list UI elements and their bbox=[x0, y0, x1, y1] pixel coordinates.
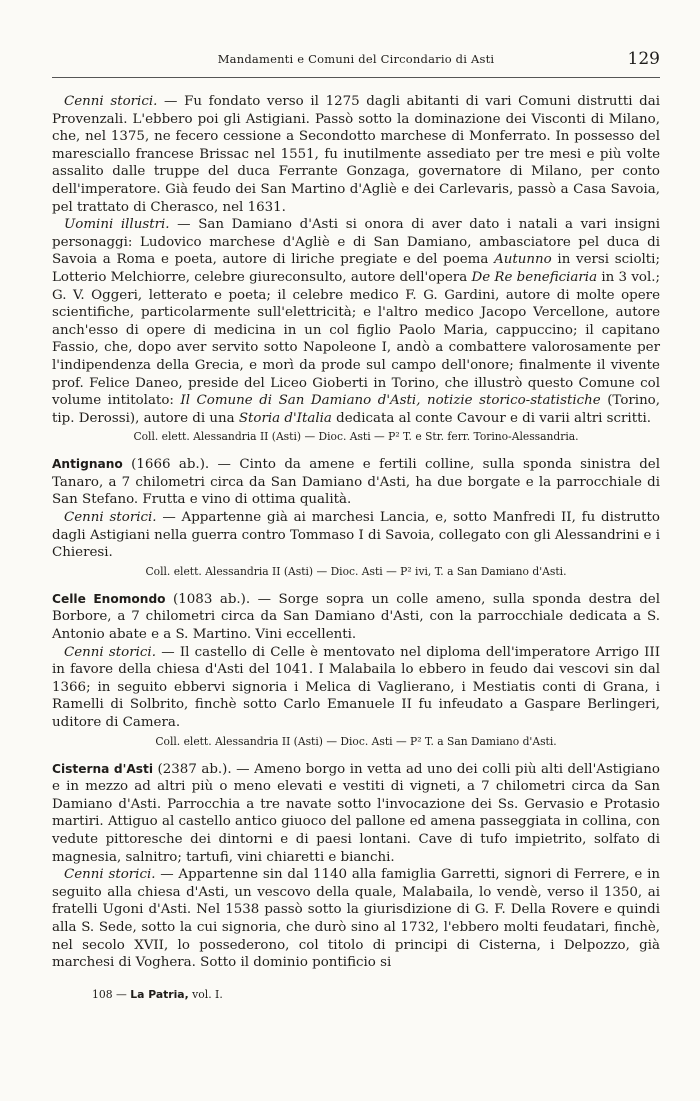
paragraph-text: (1083 ab.). — Sorge sopra un colle ameno, sulla sponda destra del Borbore, a 7 chilometri circa da San Damiano d'Asti, con la parrocchiale dedicata a S. Antonio abate e a S. Martino. Vini eccellenti. bbox=[52, 591, 661, 643]
paragraph-text: — San Damiano d'Asti si onora di aver dato i natali a vari insigni personaggi: Ludovico marchese d'Agliè e di San Damiano, ambasciatore pel duca di Savoia a Roma e poeta, autore di liriche pregiate e del poema bbox=[52, 217, 661, 268]
work-title: Autunno bbox=[494, 252, 552, 268]
work-title: De Re beneficiaria bbox=[471, 269, 598, 285]
paragraph-cisterna-storia bbox=[52, 866, 660, 972]
paragraph-text: — Fu fondato verso il 1275 dagli abitanti di vari Comuni distrutti dai Provenzali. L'ebbero poi gli Astigiani. Passò sotto la dominazione dei Visconti di Milano, che, nel 1375, ne fecero cessione a Secondotto marchese di Monferrato. In possesso del maresciallo francese Brissac nel 1551, fu inutilmente assediato per tre mesi e più volte assalito dalle truppe del duca Ferrante Gonzaga, governatore di Milano, per conto dell'imperatore. Già feudo dei San Martino d'Agliè e dei Carlevaris, passò a Casa Savoia, pel trattato di Cherasco, nel 1631. bbox=[52, 94, 660, 215]
section-lead: Uomini illustri. bbox=[64, 217, 170, 233]
commune-name: Antignano bbox=[52, 457, 123, 472]
paragraph-celle-storia bbox=[52, 644, 660, 732]
paragraph-text: — Appartenne sin dal 1140 alla famiglia Garretti, signori di Ferrere, e in seguito alla chiesa d'Asti, un vescovo della quale, Malabaila, lo vendè, verso il 1350, ai fratelli Ugoni d'Asti. Nel 1538 passò sotto la giurisdizione di G. F. Della Rovere e quindi alla S. Sede, sotto la cui signoria, che durò sino al 1732, l'ebbero molti feudatari, finchè, nel secolo XVII, lo possederono, col titolo di principi di Cisterna, i Delpozzo, già marchesi di Voghera. Sotto il dominio pontificio si bbox=[52, 867, 660, 971]
paragraph-text: (2387 ab.). — Ameno borgo in vetta ad uno dei colli più alti dell'Astigiano e in mezzo ad altri più o meno elevati e vestiti di vigneti, a 7 chilometri circa da San Damiano d'Asti. Parrocchia a tre navate sotto l'invocazione dei Ss. Gervasio e Protasio martiri. Attiguo al castello antico giuoco del pallone ed amena passeggiata in collina, con vedute pittoresche dei dintorni e di paesi lontani. Cave di tufo impietrito, solfato di magnesia, salnitro; tartufi, vini chiaretti e bianchi. bbox=[52, 761, 660, 865]
signature-line bbox=[92, 988, 223, 1001]
paragraph-text: dedicata al conte Cavour e di varii altri scritti. bbox=[331, 410, 652, 426]
paragraph-san-damiano-storia bbox=[52, 93, 660, 216]
paragraph-text: — Il castello di Celle è mentovato nel diploma dell'imperatore Arrigo III in favore della chiesa d'Asti del 1041. I Malabaila lo ebbero in feudo dai vescovi sin dal 1366; in seguito ebbervi signoria i Melica di Vaglierano, i Mestiatis conti di Grana, i Ramelli di Solbrito, finchè sotto Carlo Emanuele II fu infeudato a Gaspare Berlingeri, uditore di Camera. bbox=[52, 644, 660, 730]
header-rule bbox=[52, 77, 660, 78]
signature-number: 108 bbox=[92, 988, 113, 1001]
section-lead: Cenni storici. bbox=[64, 644, 156, 660]
paragraph-text: — Appartenne già ai marchesi Lancia, e, sotto Manfredi II, fu distrutto dagli Astigiani nella guerra contro Tommaso I di Savoia, collegato con gli Alessandrini e i Chieresi. bbox=[52, 510, 660, 561]
volume-label: vol. I. bbox=[188, 988, 223, 1001]
commune-name: Cisterna d'Asti bbox=[52, 761, 154, 776]
entry-cisterna-asti bbox=[52, 761, 660, 867]
page-body bbox=[52, 93, 660, 972]
paragraph-text: in 3 vol.; G. V. Oggeri, letterato e poeta; il celebre medico F. G. Gardini, autore di molte opere scientifiche, particolarmente sull'elettricità; e l'altro medico Jacopo Vercellone, autore anch'esso di opere di medicina in un col figlio Paolo Maria, cappuccino; il capitano Fassio, che, dopo aver servito sotto Napoleone I, andò a combattere valorosamente per l'indipendenza della Grecia, e morì da prode sul campo dell'onore; finalmente il vivente prof. Felice Daneo, preside del Liceo Gioberti in Torino, che illustrò questo Comune col volume intitolato: bbox=[52, 269, 660, 409]
paragraph-text: (1666 ab.). — Cinto da amene e fertili colline, sulla sponda sinistra del Tanaro, a 7 chilometri circa da San Damiano d'Asti, ha due borgate e la parrocchiale di San Stefano. Frutta e vino di ottima qualità. bbox=[52, 457, 660, 508]
entry-footnote: Coll. elett. Alessandria II (Asti) — Dioc. Asti — P² ivi, T. a San Damiano d'Asti. bbox=[145, 564, 567, 578]
page-number: 129 bbox=[627, 49, 660, 69]
section-lead: Cenni storici. bbox=[64, 510, 157, 526]
work-title: Il Comune di San Damiano d'Asti, notizie storico-statistiche bbox=[180, 393, 601, 409]
entry-footnote: Coll. elett. Alessandria II (Asti) — Dioc. Asti — P² T. a San Damiano d'Asti. bbox=[155, 734, 557, 748]
paragraph-text: in versi sciolti; Lotterio Melchiorre, celebre giureconsulto, autore dell'opera bbox=[52, 252, 660, 285]
paragraph-san-damiano-uomini bbox=[52, 216, 660, 427]
running-header bbox=[52, 49, 660, 76]
entry-antignano bbox=[52, 456, 660, 509]
paragraph-antignano-storia bbox=[52, 509, 660, 562]
signature-dash: — bbox=[112, 988, 131, 1001]
commune-name: Celle Enomondo bbox=[52, 591, 166, 606]
running-title: Mandamenti e Comuni del Circondario di Asti bbox=[217, 52, 495, 66]
section-lead: Cenni storici. bbox=[64, 94, 158, 109]
entry-celle-enomondo bbox=[52, 591, 660, 644]
work-title: Storia d'Italia bbox=[238, 410, 332, 426]
paragraph-text: (Torino, tip. Derossi), autore di una bbox=[52, 393, 661, 426]
publication-title: La Patria, bbox=[130, 988, 189, 1001]
entry-footnote: Coll. elett. Alessandria II (Asti) — Dioc. Asti — P² T. e Str. ferr. Torino-Alessandria. bbox=[133, 430, 579, 444]
section-lead: Cenni storici. bbox=[64, 867, 156, 883]
